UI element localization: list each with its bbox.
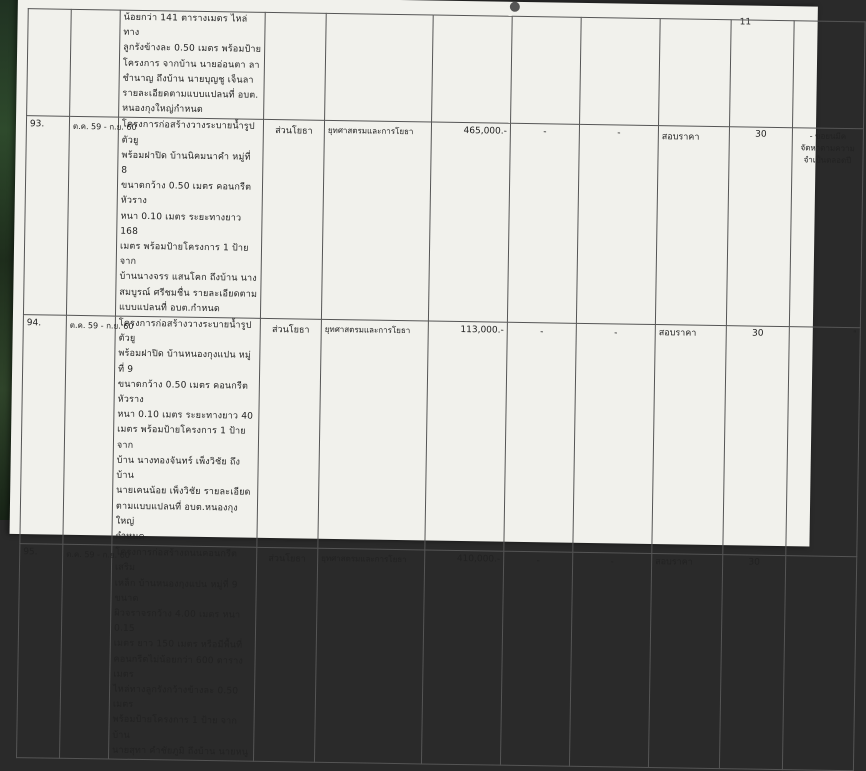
cell-method <box>652 325 727 555</box>
row-period: ต.ค. 59 - ก.ย. 60 <box>69 320 134 331</box>
desc-line: หนา 0.10 เมตร ระยะทางยาว 40 <box>117 409 254 423</box>
cell-note <box>789 128 863 328</box>
cell-unit <box>264 12 327 120</box>
cell-budget <box>432 15 513 124</box>
row-col-a: - <box>536 556 540 567</box>
desc-line: กำหนด <box>115 531 145 542</box>
row-col-b: - <box>610 557 614 568</box>
desc-line: รายละเอียดตามแบบแปลนที่ อบต. <box>122 88 259 101</box>
row-method: สอบราคา <box>661 132 700 144</box>
cell-description <box>112 316 261 547</box>
desc-line: สมบูรณ์ ศรีชมชื่น รายละเอียดตาม <box>119 287 258 300</box>
desc-line: ไหล่ทางลูกรังกว้างข้างละ 0.50 เมตร <box>112 684 239 711</box>
row-period: ต.ค. 59 - ก.ย. 60 <box>66 549 130 560</box>
row-days: 30 <box>751 328 764 339</box>
cell-note <box>786 327 861 557</box>
cell-b <box>569 552 651 767</box>
row-number: 93. <box>29 119 45 130</box>
cell-note <box>792 21 865 130</box>
desc-line: พร้อมป้ายโครงการ 1 ป้าย จากบ้าน <box>112 714 238 741</box>
cell-description <box>119 10 266 120</box>
cell-a <box>500 551 572 766</box>
cell-no <box>27 9 72 117</box>
cell-period <box>66 117 137 316</box>
row-col-a: - <box>543 127 547 138</box>
cell-plan <box>318 319 429 550</box>
row-budget: 410,000.- <box>456 554 501 565</box>
note-line: จัดหาตามความ <box>800 143 855 154</box>
desc-line: โครงการ จากบ้าน นายอ่อนตา ลา <box>122 58 260 71</box>
cell-plan <box>321 121 431 321</box>
note-line: จำเป็นตลอดปี <box>803 155 852 166</box>
table-row <box>17 544 857 771</box>
cell-a <box>504 322 577 552</box>
cell-method <box>648 554 722 769</box>
cell-period <box>60 544 130 759</box>
row-number: 94. <box>26 318 42 329</box>
cell-a <box>511 16 582 124</box>
row-plan: ยุทศาสตรมและการโยธา <box>324 324 411 336</box>
row-budget: 113,000.- <box>460 325 504 336</box>
cell-days <box>723 326 790 556</box>
note-line: " <box>853 329 857 339</box>
cell-note <box>782 556 856 771</box>
cell-no <box>23 116 69 315</box>
row-days: 30 <box>755 130 767 141</box>
cell-days <box>719 555 785 770</box>
desc-line: ชำนาญ ถึงบ้าน นายบุญชู เจ็นลา <box>122 73 254 86</box>
row-period: ต.ค. 59 - ก.ย. 60 <box>72 122 137 133</box>
row-plan: ยุทศาสตรมและการโยธา <box>327 126 414 137</box>
desc-line: แบบแปลนที่ อบต.กำหนด <box>119 302 221 315</box>
cell-description <box>115 118 263 319</box>
desc-line: ตามแบบแปลนที่ อบต.หนองกุงใหญ่ <box>115 501 239 527</box>
cell-method <box>655 126 729 326</box>
cell-plan <box>325 13 434 122</box>
cell-period <box>70 9 121 117</box>
cell-unit <box>257 318 322 548</box>
desc-line: โครงการก่อสร้างถนนคอนกรีตเสริม <box>114 547 238 574</box>
row-col-b: - <box>617 128 621 139</box>
desc-line: ลูกรังข้างละ 0.50 เมตร พร้อมป้าย <box>123 43 262 56</box>
desc-line: หนา 0.10 เมตร ระยะทางยาว 168 <box>120 211 242 237</box>
desc-line: คอนกรีตไม่น้อยกว่า 600 ตารางเมตร <box>113 654 244 680</box>
desc-line: เหล็ก บ้านหนองกุงแปน หมู่ที่ 9 ขนาด <box>114 578 238 604</box>
row-plan: ยุทศาสตรมและการโยธา <box>321 553 407 565</box>
desc-line: พร้อมฝาปิด บ้านนิคมนาคำ หมู่ที่ 8 <box>121 150 251 176</box>
desc-line: ผิวจราจรกว้าง 4.00 เมตร หนา 0.15 <box>113 608 241 635</box>
row-col-b: - <box>614 328 618 339</box>
cell-budget <box>425 321 508 551</box>
row-method: สอบราคา <box>655 557 693 568</box>
desc-line: เมตร พร้อมป้ายโครงการ 1 ป้าย จาก <box>119 241 249 268</box>
desc-line: เมตร พร้อมป้ายโครงการ 1 ป้าย จาก <box>116 425 246 451</box>
cell-unit <box>253 547 317 762</box>
desc-line: ขนาดกว้าง 0.50 เมตร คอนกรีตหัวราง <box>117 379 249 406</box>
desc-line: หนองกุงใหญ่กำหนด <box>122 103 204 116</box>
table-row <box>23 116 863 328</box>
page-number: 11 <box>739 17 752 28</box>
cell-days <box>729 20 794 128</box>
desc-line: พร้อมฝาปิด บ้านหนองกุงแปน หมู่ที่ 9 <box>118 349 252 375</box>
cell-unit <box>260 120 324 320</box>
punch-hole <box>510 2 520 12</box>
row-unit: ส่วนโยธา <box>268 554 306 565</box>
desc-line: น้อยกว่า 141 ตารางเมตร ไหล่ทาง <box>123 12 248 39</box>
note-line: - ขอยนมีค <box>809 131 847 142</box>
cell-b <box>576 125 658 325</box>
table-row-continuation <box>27 9 866 130</box>
cell-no <box>17 544 63 758</box>
cell-days <box>726 127 792 327</box>
table-row <box>20 315 860 557</box>
desc-line: บ้านนางจรร แสนโคก ถึงบ้าน นาง <box>119 272 257 285</box>
cell-b <box>573 323 656 553</box>
document-page <box>10 0 857 758</box>
cell-method <box>659 19 732 128</box>
desc-line: นายสุทา คำชัยภูมิ ถึงบ้าน นายหนู <box>112 745 249 758</box>
row-budget: 465,000.- <box>463 126 507 138</box>
desc-line: โครงการก่อสร้างวางระบายน้ำรูปตัวยู <box>118 318 252 345</box>
desc-line: เมตร ยาว 150 เมตร หรือมีพื้นที่ <box>113 638 243 651</box>
row-method: สอบราคา <box>658 328 697 339</box>
desc-line: บ้าน นางทองจันทร์ เพ็งวิชัย ถึงบ้าน <box>116 455 241 481</box>
desc-line: ขนาดกว้าง 0.50 เมตร คอนกรีตหัวราง <box>120 180 252 207</box>
cell-description <box>108 545 256 761</box>
row-days: 30 <box>748 557 760 568</box>
desc-line: โครงการก่อสร้างวางระบายน้ำรูปตัวยู <box>121 120 255 146</box>
row-unit: ส่วนโยธา <box>275 126 313 138</box>
procurement-table <box>16 8 866 771</box>
cell-budget <box>421 550 503 765</box>
cell-no <box>20 315 67 545</box>
desc-line: นายเคนน้อย เพ็งวิชัย รายละเอียด <box>116 485 251 499</box>
cell-b <box>580 17 661 126</box>
row-number: 95. <box>23 547 38 558</box>
cell-a <box>507 124 579 324</box>
cell-plan <box>314 548 424 763</box>
row-unit: ส่วนโยธา <box>271 325 310 336</box>
row-col-a: - <box>540 327 544 338</box>
cell-budget <box>428 122 510 322</box>
note-line <box>789 556 853 557</box>
